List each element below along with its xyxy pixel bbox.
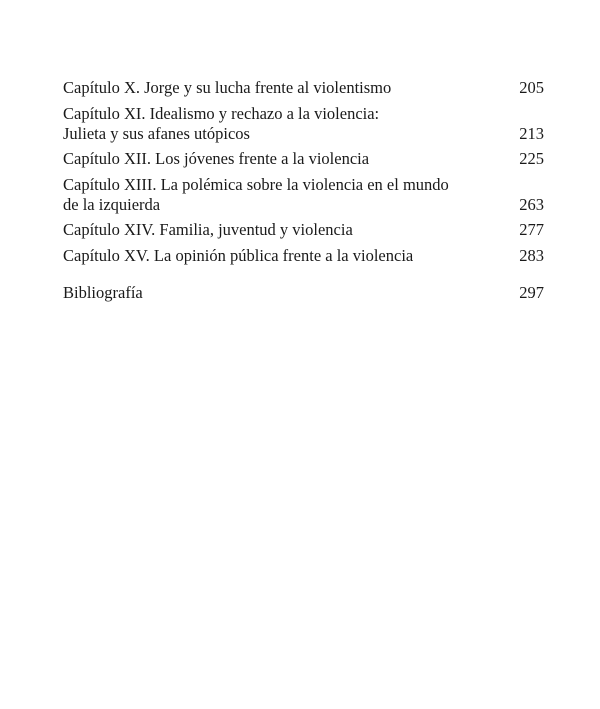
toc-entry-page-number: 213 [519, 124, 544, 143]
toc-entry-page-number: 277 [519, 220, 544, 239]
toc-entry-title-line: Bibliografía [63, 283, 143, 302]
toc-entry-title-line: Julieta y sus afanes utópicos [63, 124, 250, 143]
toc-entry-page-number: 205 [519, 78, 544, 97]
toc-entry-page-number: 225 [519, 149, 544, 168]
toc-entry-bibliography [63, 283, 544, 303]
toc-entry-title [63, 175, 504, 215]
toc-entry-title [63, 283, 504, 303]
toc-entry-chapter-10 [63, 78, 544, 98]
toc-entry-title [63, 220, 504, 240]
toc-entry-page-number: 283 [519, 246, 544, 265]
toc-entry-chapter-15 [63, 246, 544, 266]
toc-entry-title [63, 149, 504, 169]
toc-entry-chapter-13 [63, 175, 544, 215]
table-of-contents [63, 78, 544, 303]
toc-entry-title-line: Capítulo XI. Idealismo y rechazo a la violencia: [63, 104, 380, 123]
toc-entry-title-line: Capítulo XV. La opinión pública frente a la violencia [63, 246, 414, 265]
toc-entry-chapter-12 [63, 149, 544, 169]
toc-entry-page-number: 263 [519, 195, 544, 214]
toc-entry-chapter-11 [63, 104, 544, 144]
toc-entry-title-line: Capítulo XII. Los jóvenes frente a la violencia [63, 149, 370, 168]
toc-entry-title [63, 104, 504, 144]
toc-entry-page-number: 297 [519, 283, 544, 302]
toc-entry-title-line: Capítulo X. Jorge y su lucha frente al violentismo [63, 78, 392, 97]
toc-entry-title-line: Capítulo XIV. Familia, juventud y violencia [63, 220, 353, 239]
toc-entry-title [63, 78, 504, 98]
toc-entry-title-line: Capítulo XIII. La polémica sobre la violencia en el mundo [63, 175, 449, 194]
toc-entry-title [63, 246, 504, 266]
toc-entry-title-line: de la izquierda [63, 195, 161, 214]
toc-entry-chapter-14 [63, 220, 544, 240]
